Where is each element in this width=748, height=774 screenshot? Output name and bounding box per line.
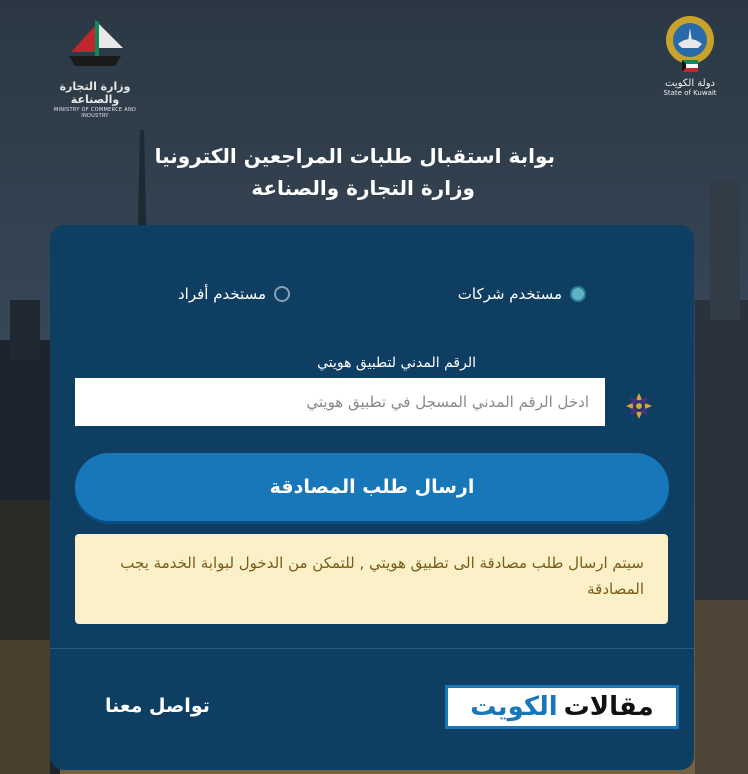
state-name-arabic: دولة الكويت [665, 78, 715, 89]
ministry-logo [45, 18, 145, 119]
kuwait-emblem-icon [662, 14, 718, 72]
page-title [100, 140, 555, 204]
card-divider [50, 648, 694, 649]
ministry-logo-icon [65, 18, 125, 70]
state-name-english: State of Kuwait [663, 89, 717, 97]
user-type-selector [50, 285, 694, 309]
user-type-individual-label: مستخدم أفراد [177, 285, 266, 303]
civil-id-label: الرقم المدني لتطبيق هويتي [317, 355, 476, 371]
civil-id-input[interactable] [75, 378, 605, 426]
kuwait-emblem [655, 14, 725, 106]
civil-id-input-wrapper [75, 378, 605, 426]
login-card [50, 225, 694, 770]
contact-us-link[interactable]: تواصل معنا [105, 695, 210, 717]
page-title-line1: بوابة استقبال طلبات المراجعين الكترونيا [154, 144, 555, 168]
user-type-individual-radio[interactable] [178, 285, 290, 303]
send-auth-request-button[interactable]: ارسال طلب المصادقة [75, 453, 669, 521]
watermark-part1: مقالات [563, 692, 654, 722]
user-type-company-radio[interactable] [458, 285, 586, 303]
ministry-name-arabic: وزارة التجارة والصناعة [59, 80, 131, 106]
ministry-name-english: MINISTRY OF COMMERCE AND INDUSTRY [53, 107, 137, 119]
radio-selected-indicator[interactable] [570, 286, 586, 302]
watermark-logo [445, 685, 679, 729]
auth-notice: سيتم ارسال طلب مصادقة الى تطبيق هويتي , للتمكن من الدخول لبوابة الخدمة يجب المصادقة [75, 534, 668, 624]
page-title-line2: وزارة التجارة والصناعة [251, 176, 475, 200]
hawyti-app-icon [623, 390, 655, 422]
user-type-company-label: مستخدم شركات [457, 285, 562, 303]
radio-unselected-indicator[interactable] [274, 286, 290, 302]
watermark-part2: الكويت [470, 692, 558, 722]
